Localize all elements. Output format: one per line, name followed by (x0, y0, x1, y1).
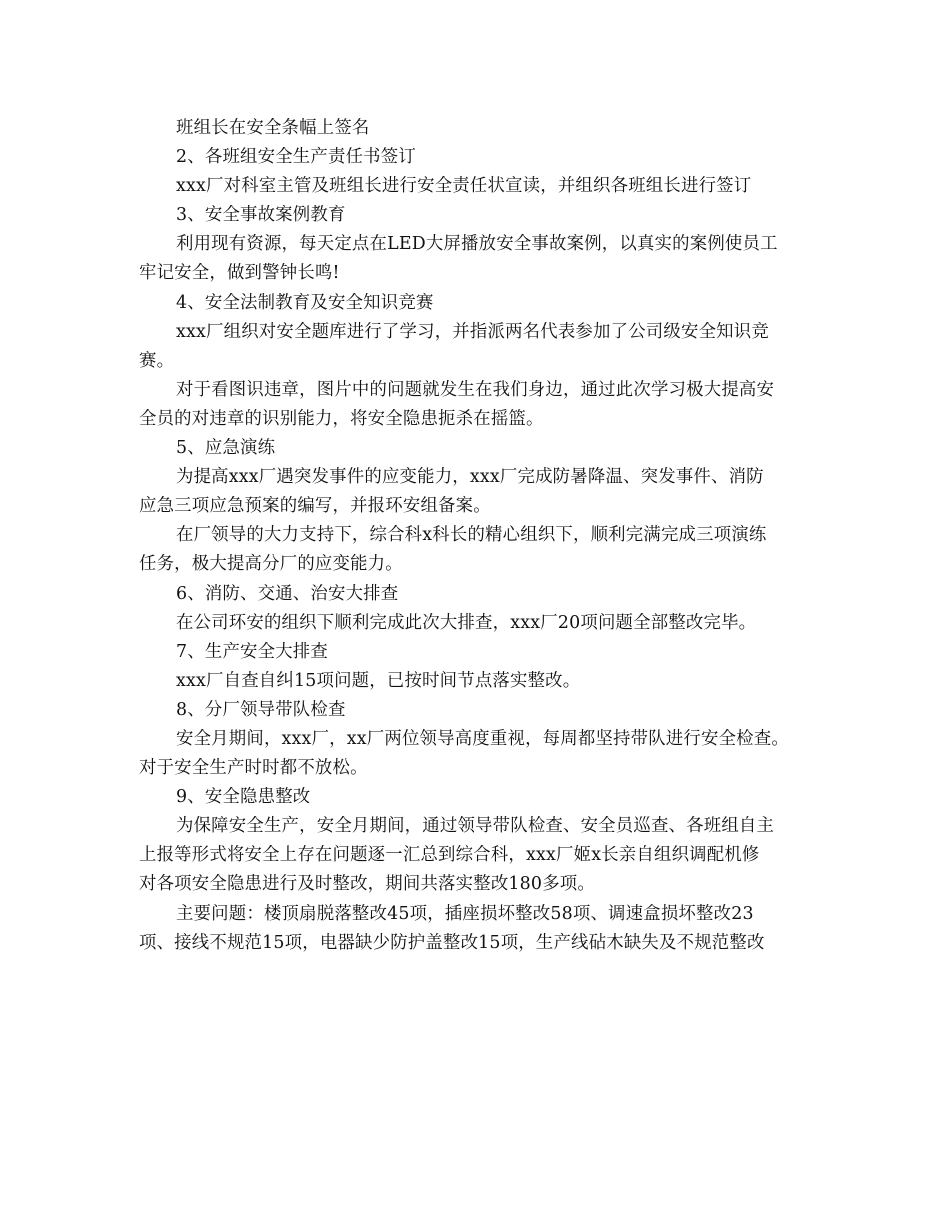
section-heading: 2、各班组安全生产责任书签订 (176, 147, 416, 168)
text-line: 牢记安全，做到警钟长鸣! (139, 263, 340, 284)
text-line: 任务，极大提高分厂的应变能力。 (139, 554, 403, 575)
text-line: 上报等形式将安全上存在问题逐一汇总到综合科，xxx厂姬x长亲自组织调配机修 (139, 845, 760, 866)
text-line: 主要问题：楼顶扇脱落整改45项，插座损坏整改58项、调速盒损坏整改23 (176, 903, 754, 924)
section-heading: 7、生产安全大排查 (176, 641, 328, 662)
text-line: 全员的对违章的识别能力，将安全隐患扼杀在摇篮。 (139, 408, 544, 429)
text-line: xxx厂自查自纠15项问题，已按时间节点落实整改。 (176, 670, 581, 691)
text-line: 为保障安全生产，安全月期间，通过领导带队检查、安全员巡查、各班组自主 (176, 816, 775, 837)
text-line: 应急三项应急预案的编写，并报环安组备案。 (139, 496, 491, 517)
document-body (139, 114, 819, 958)
text-line: 赛。 (139, 350, 175, 371)
text-line: 项、接线不规范15项，电器缺少防护盖整改15项，生产线砧木缺失及不规范整改 (139, 932, 765, 953)
section-heading: 4、安全法制教育及安全知识竞赛 (176, 292, 434, 313)
section-heading: 5、应急演练 (176, 438, 276, 459)
text-line: 在厂领导的大力支持下，综合科x科长的精心组织下，顺利完满完成三项演练 (176, 525, 767, 546)
text-line: 利用现有资源，每天定点在LED大屏播放安全事故案例，以真实的案例使员工 (176, 234, 778, 255)
section-heading: 3、安全事故案例教育 (176, 205, 346, 226)
section-heading: 8、分厂领导带队检查 (176, 699, 346, 720)
text-line: 班组长在安全条幅上签名 (176, 118, 370, 138)
section-heading: 9、安全隐患整改 (176, 787, 311, 808)
text-line: 为提高xxx厂遇突发事件的应变能力，xxx厂完成防暑降温、突发事件、消防 (176, 467, 764, 488)
text-line: 对于安全生产时时都不放松。 (139, 758, 368, 779)
text-line: 安全月期间，xxx厂，xx厂两位领导高度重视，每周都坚持带队进行安全检查。 (176, 728, 789, 749)
text-line: 对于看图识违章，图片中的问题就发生在我们身边，通过此次学习极大提高安 (176, 379, 775, 400)
text-line: xxx厂对科室主管及班组长进行安全责任状宣读，并组织各班组长进行签订 (176, 176, 752, 197)
text-line: xxx厂组织对安全题库进行了学习，并指派两名代表参加了公司级安全知识竞 (176, 321, 769, 342)
text-line: 对各项安全隐患进行及时整改，期间共落实整改180多项。 (139, 874, 595, 895)
section-heading: 6、消防、交通、治安大排查 (176, 583, 399, 604)
text-line: 在公司环安的组织下顺利完成此次大排查，xxx厂20项问题全部整改完毕。 (176, 612, 757, 633)
